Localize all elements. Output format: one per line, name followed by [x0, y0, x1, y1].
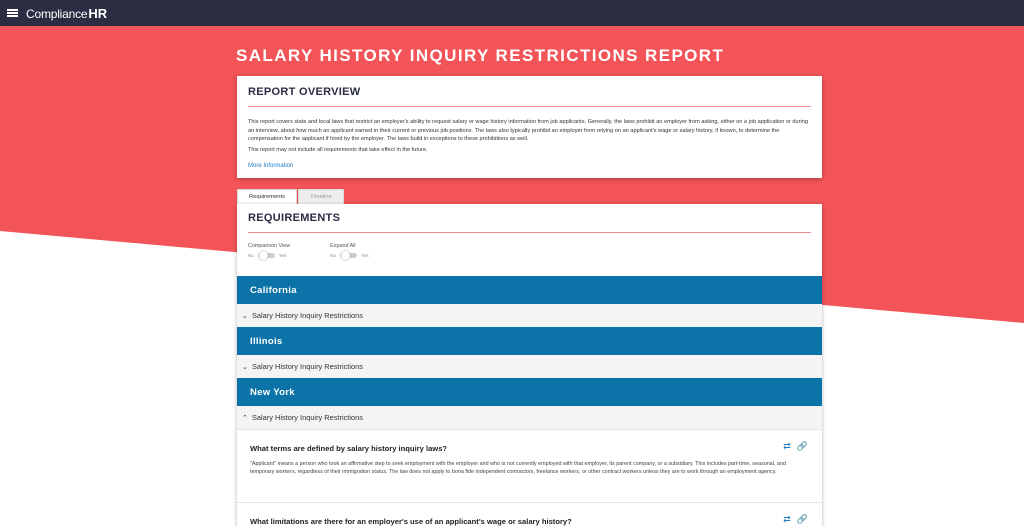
state-header-california[interactable]: California [237, 276, 822, 304]
arrows-swap-icon[interactable]: ⇄ [783, 514, 791, 524]
subsection-row-new-york[interactable] [237, 406, 822, 430]
comparison-view-no-label: No [248, 253, 254, 258]
question-title: What terms are defined by salary history inquiry laws? [250, 444, 448, 453]
subsection-label: Salary History Inquiry Restrictions [252, 311, 363, 320]
brand-logo[interactable] [26, 6, 107, 21]
state-header-illinois[interactable]: Illinois [237, 327, 822, 355]
overview-paragraph-1: This report covers state and local laws that restrict an employer's ability to request salary or wage history information from job applicants. Generally, the laws prohibit an employer from asking, either on a job application or during an interview, about how much an applicant earned in their current or previous job positions. The laws also typically prohibit an employer from relying on an applicant's wage or salary history, if known, to determine the compensation for the applicant if hired by the employer. The laws build in exceptions to these prohibitions as well. [248, 119, 808, 143]
subsection-row-california[interactable] [237, 304, 822, 328]
top-navigation-bar [0, 0, 1024, 26]
subsection-label: Salary History Inquiry Restrictions [252, 362, 363, 371]
subsection-row-illinois[interactable] [237, 355, 822, 379]
brand-name-bold: HR [88, 5, 108, 21]
comparison-view-toggle-group [248, 243, 290, 258]
requirements-heading: REQUIREMENTS [248, 212, 341, 224]
link-icon[interactable]: 🔗 [796, 441, 808, 451]
arrows-swap-icon[interactable]: ⇄ [783, 441, 791, 451]
expand-all-label: Expand All [330, 243, 356, 249]
expand-all-yes-label: Yes [361, 253, 369, 258]
hamburger-menu-icon[interactable] [7, 9, 18, 17]
answer-text: "Applicant" means a person who took an affirmative step to seek employment with the employer and who is not currently employed with that employer, its parent company, or a subsidiary. This includes part-time, seasonal, and temporary workers, regardless of their immigration status. The law does not apply to bona fide independent contractors, freelance workers, or other contract workers unless they are to work through an employment agency. [250, 461, 786, 476]
more-information-link[interactable]: More Information [248, 163, 294, 170]
toggle-knob [259, 251, 268, 260]
chevron-down-icon: ⌄ [242, 312, 248, 320]
comparison-view-label: Comparison View [248, 243, 291, 249]
comparison-view-yes-label: Yes [278, 253, 287, 258]
tab-requirements[interactable]: Requirements [237, 189, 297, 204]
brand-name-light: Compliance [26, 6, 88, 21]
report-tabs [237, 189, 344, 204]
overview-paragraph-2: This report may not include all requirements that take effect in the future. [248, 146, 428, 153]
report-overview-card [237, 76, 822, 178]
question-divider [237, 502, 822, 503]
tab-timeline[interactable]: Timeline [298, 189, 344, 204]
comparison-view-toggle[interactable] [258, 253, 275, 258]
subsection-label: Salary History Inquiry Restrictions [252, 413, 363, 422]
overview-heading: REPORT OVERVIEW [248, 86, 361, 98]
chevron-up-icon: ⌃ [242, 414, 248, 422]
expand-all-no-label: No [330, 253, 337, 258]
toggle-knob [341, 251, 350, 260]
requirements-card [237, 204, 822, 526]
state-header-new-york[interactable]: New York [237, 378, 822, 406]
chevron-down-icon: ⌄ [242, 363, 248, 371]
overview-divider [248, 106, 811, 107]
expand-all-toggle[interactable] [340, 253, 357, 258]
requirements-divider [248, 232, 811, 233]
page-title: SALARY HISTORY INQUIRY RESTRICTIONS REPORT [236, 46, 725, 65]
link-icon[interactable]: 🔗 [796, 514, 808, 524]
question-title: What limitations are there for an employer's use of an applicant's wage or salary history? [250, 517, 572, 526]
expand-all-toggle-group [330, 243, 368, 258]
